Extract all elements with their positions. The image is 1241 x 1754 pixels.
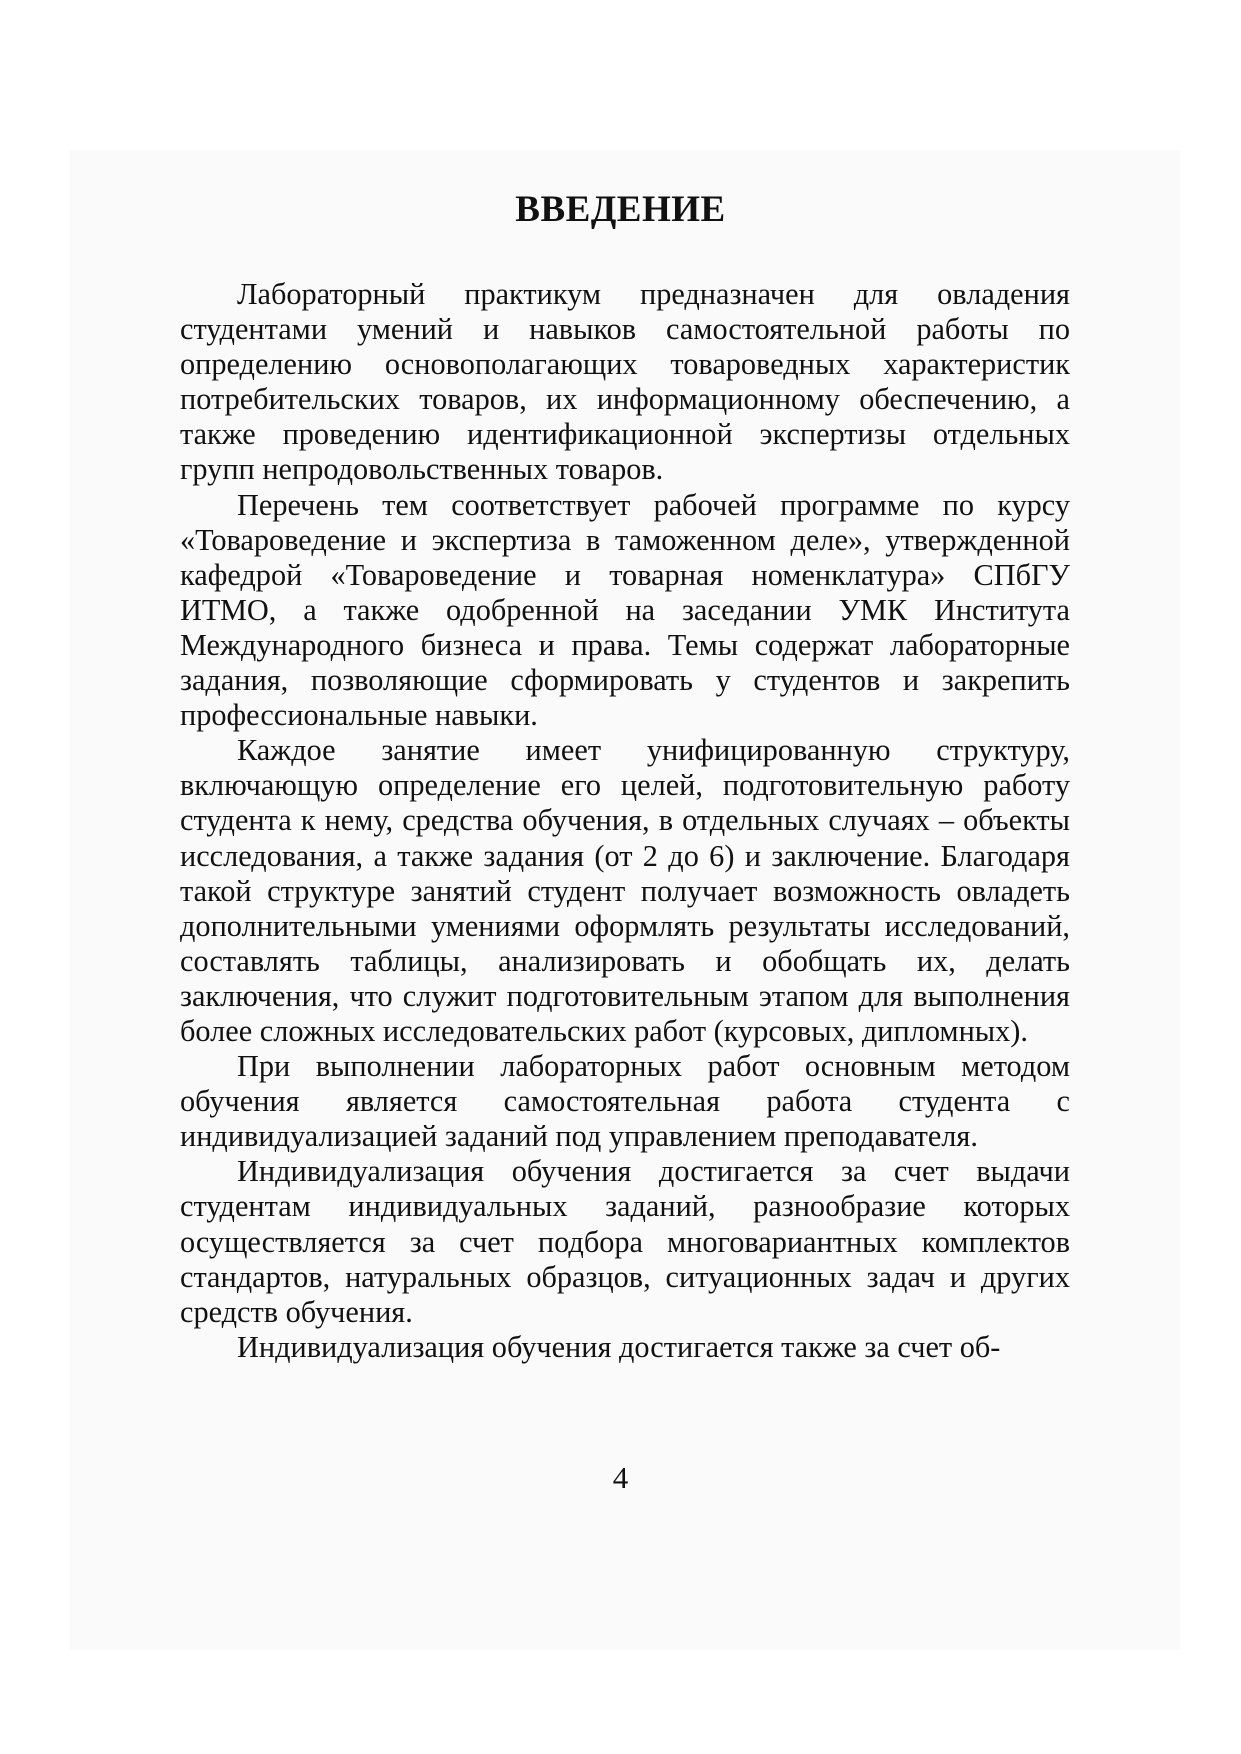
paragraph-2: Перечень тем соответствует рабочей программе по курсу «Товароведение и экспертиза в таможенном деле», утвержденной кафедрой «Товароведение и товарная номенклатура» СПбГУ ИТМО, а также одобренной на заседании УМК Института Международного бизнеса и права. Темы содержат лабораторные задания, позволяющие сформировать у студентов и закрепить профессиональные навыки. xyxy=(180,487,1070,733)
page-title: ВВЕДЕНИЕ xyxy=(515,189,726,230)
body-text xyxy=(180,277,1070,1365)
paragraph-6: Индивидуализация обучения достигается также за счет об- xyxy=(237,1329,1001,1364)
paragraph-1: Лабораторный практикум предназначен для овладения студентами умений и навыков самостоятельной работы по определению основополагающих товароведных характеристик потребительских товаров, их информационному обеспечению, а также проведению идентификационной экспертизы отдельных групп непродовольственных товаров. xyxy=(180,277,1070,487)
paragraph-5: Индивидуализация обучения достигается за счет выдачи студентам индивидуальных заданий, разнообразие которых осуществляется за счет подбора многовариантных комплектов стандартов, натуральных образцов, ситуационных задач и других средств обучения. xyxy=(180,1154,1070,1329)
page-number: 4 xyxy=(612,1460,629,1495)
paragraph-4: При выполнении лабораторных работ основным методом обучения является самостоятельная работа студента с индивидуализацией заданий под управлением преподавателя. xyxy=(180,1049,1070,1154)
paragraph-3: Каждое занятие имеет унифицированную структуру, включающую определение его целей, подготовительную работу студента к нему, средства обучения, в отдельных случаях – объекты исследования, а также задания (от 2 до 6) и заключение. Благодаря такой структуре занятий студент получает возможность овладеть дополнительными умениями оформлять результаты исследований, составлять таблицы, анализировать и обобщать их, делать заключения, что служит подготовительным этапом для выполнения более сложных исследовательских работ (курсовых, дипломных). xyxy=(180,733,1070,1048)
